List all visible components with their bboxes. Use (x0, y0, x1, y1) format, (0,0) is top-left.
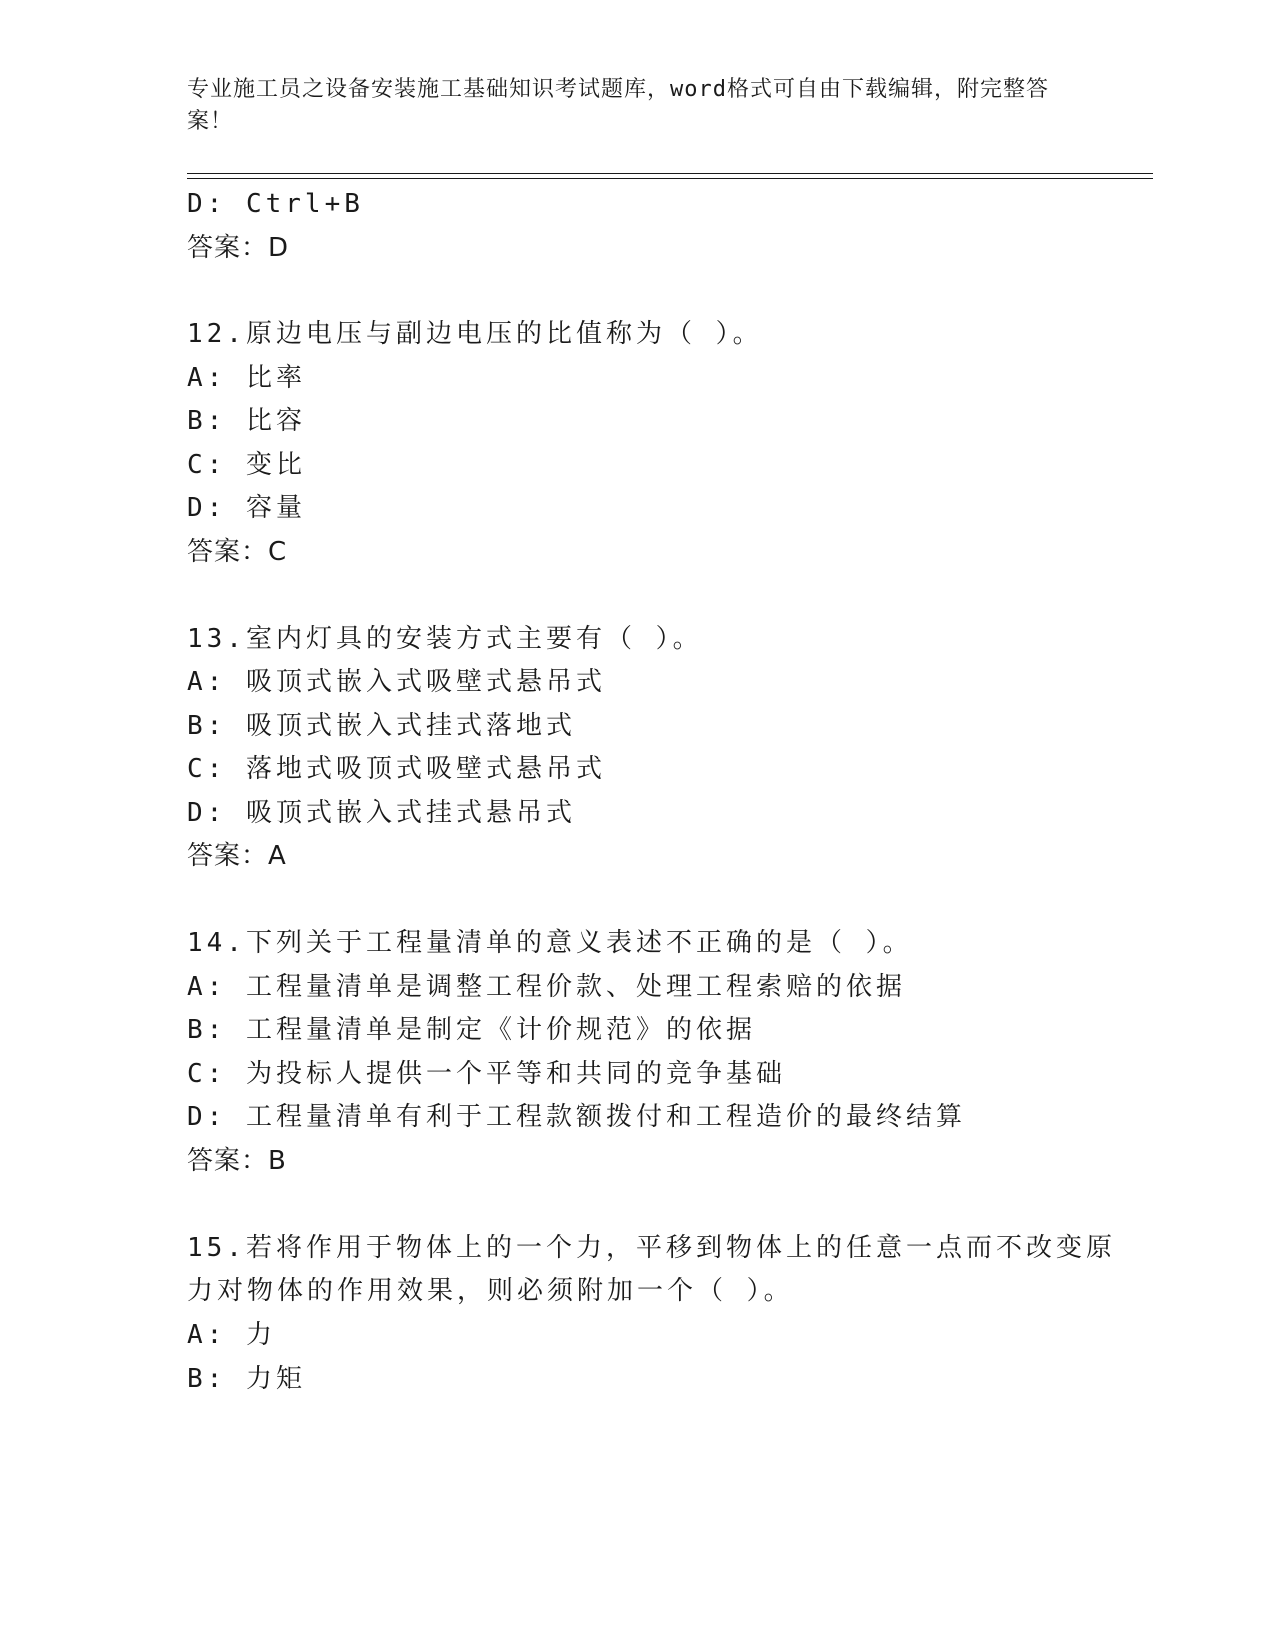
question-13-option-b: B: 吸顶式嵌入式挂式落地式 (187, 711, 576, 741)
question-14-answer: 答案：B (187, 1146, 287, 1176)
question-12-option-d: D: 容量 (187, 493, 306, 523)
question-13-option-a: A: 吸顶式嵌入式吸壁式悬吊式 (187, 667, 606, 697)
header-title: 专业施工员之设备安装施工基础知识考试题库，word格式可自由下载编辑，附完整答案！ (187, 77, 1049, 134)
question-14-option-d: D: 工程量清单有利于工程款额拨付和工程造价的最终结算 (187, 1102, 966, 1132)
question-14-option-a: A: 工程量清单是调整工程价款、处理工程索赔的依据 (187, 972, 906, 1002)
question-14-option-c: C: 为投标人提供一个平等和共同的竞争基础 (187, 1059, 786, 1089)
prev-option-d: D: Ctrl+B (187, 189, 364, 219)
question-13-option-d: D: 吸顶式嵌入式挂式悬吊式 (187, 798, 576, 828)
question-15-stem-line-2: 力对物体的作用效果，则必须附加一个（ ）。 (187, 1276, 794, 1306)
question-13-answer: 答案：A (187, 841, 287, 871)
question-15-option-a: A: 力 (187, 1320, 276, 1350)
question-12-option-b: B: 比容 (187, 406, 306, 436)
question-12-stem: 12.原边电压与副边电压的比值称为（ ）。 (187, 319, 763, 349)
header-rule-bottom (187, 178, 1153, 179)
document-header (187, 74, 1067, 138)
question-12-option-a: A: 比率 (187, 363, 306, 393)
question-14-option-b: B: 工程量清单是制定《计价规范》的依据 (187, 1015, 756, 1045)
question-12-option-c: C: 变比 (187, 450, 306, 480)
header-rule-top (187, 173, 1153, 174)
question-13-option-c: C: 落地式吸顶式吸壁式悬吊式 (187, 754, 606, 784)
prev-answer: 答案：D (187, 233, 290, 263)
question-12-answer: 答案：C (187, 537, 288, 567)
question-13-stem: 13.室内灯具的安装方式主要有（ ）。 (187, 624, 703, 654)
question-14-stem: 14.下列关于工程量清单的意义表述不正确的是（ ）。 (187, 928, 913, 958)
question-15-option-b: B: 力矩 (187, 1364, 306, 1394)
question-15-stem-line-1: 15.若将作用于物体上的一个力，平移到物体上的任意一点而不改变原 (187, 1233, 1116, 1263)
